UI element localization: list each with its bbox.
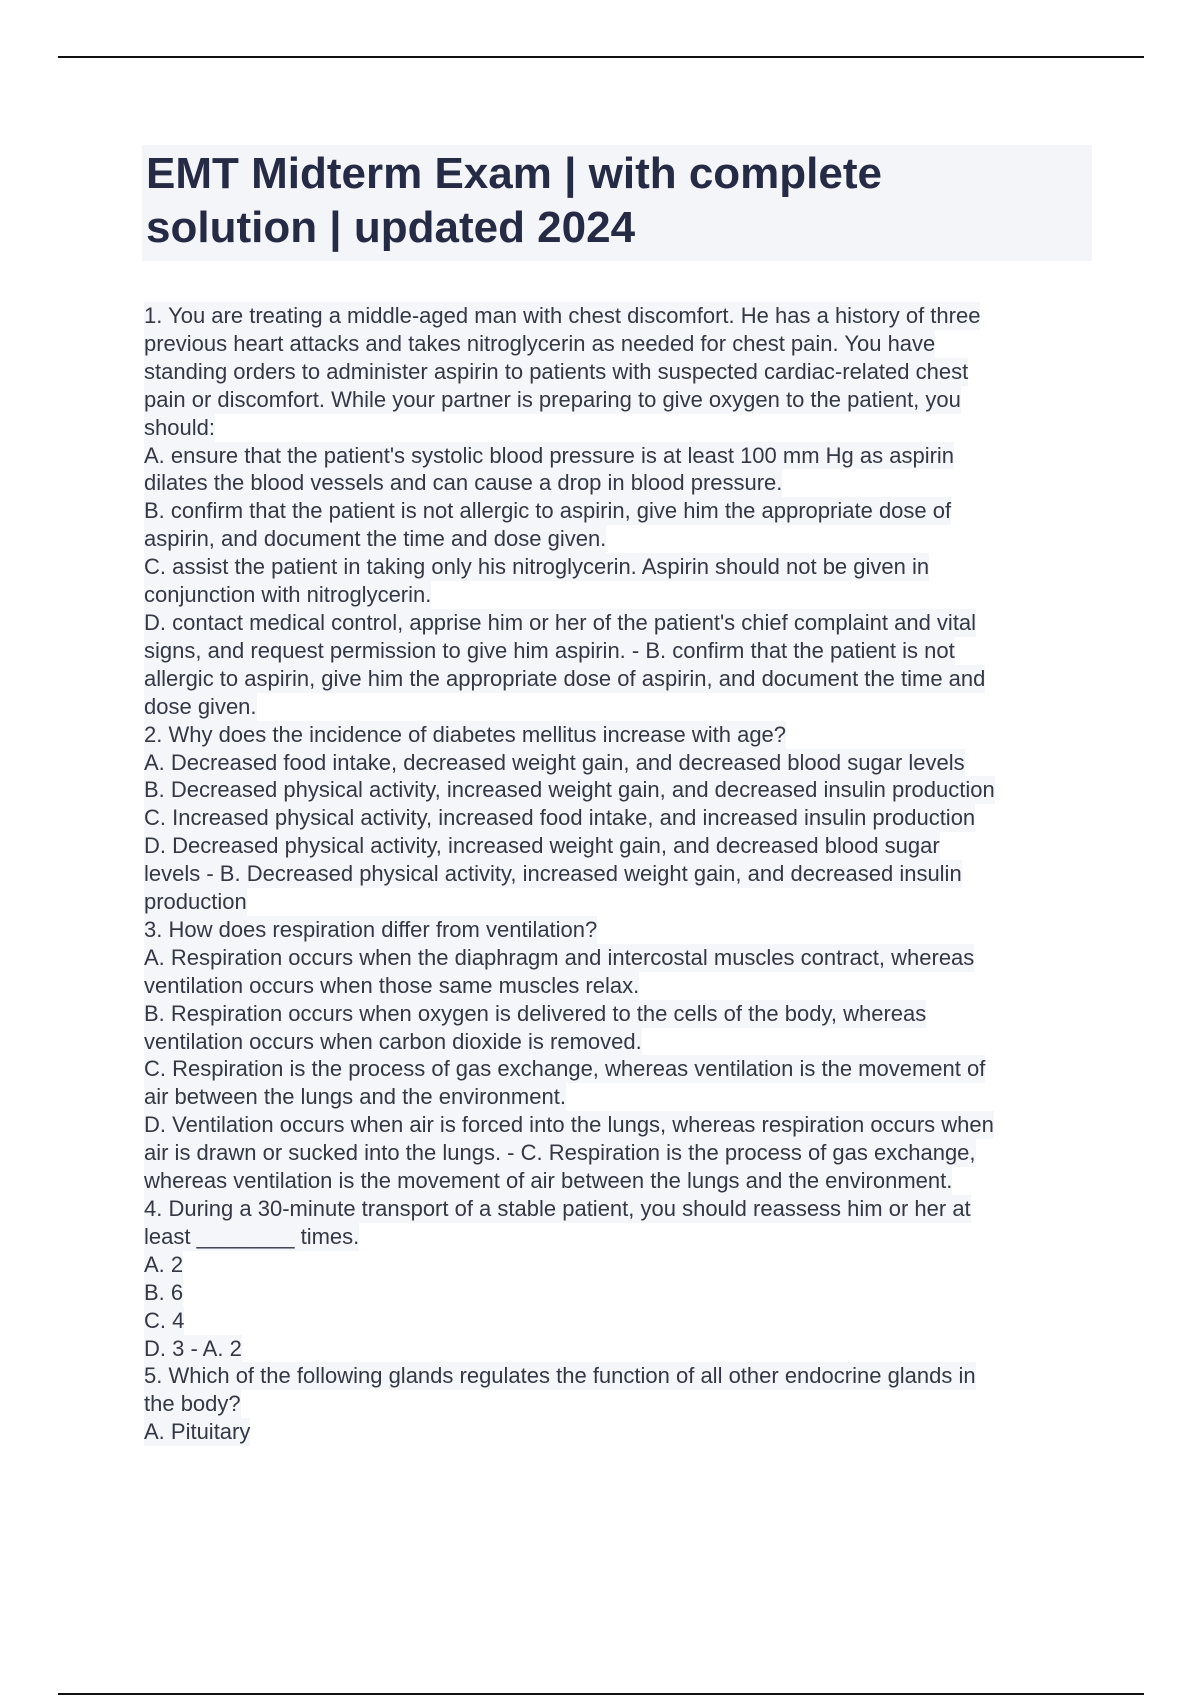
text-line: should: — [144, 414, 215, 440]
text-line: standing orders to administer aspirin to patients with suspected cardiac-related chest — [144, 358, 969, 384]
text-line: levels - B. Decreased physical activity, increased weight gain, and decreased insulin — [144, 861, 962, 887]
text-line: pain or discomfort. While your partner is preparing to give oxygen to the patient, you — [144, 386, 961, 412]
text-line: C. Increased physical activity, increased food intake, and increased insulin production — [144, 805, 976, 831]
text-line: least ________ times. — [144, 1223, 360, 1249]
text-line: A. Decreased food intake, decreased weight gain, and decreased blood sugar levels — [144, 749, 965, 775]
page-title — [146, 147, 1088, 255]
text-line: D. Ventilation occurs when air is forced into the lungs, whereas respiration occurs when — [144, 1112, 994, 1138]
text-line: 4. During a 30-minute transport of a stable patient, you should reassess him or her at — [144, 1196, 971, 1221]
title-line: solution | updated 2024 — [146, 203, 636, 252]
text-line: 3. How does respiration differ from ventilation? — [144, 916, 598, 942]
text-line: A. Pituitary — [144, 1419, 251, 1445]
text-line: ventilation occurs when those same muscles relax. — [144, 972, 640, 998]
text-line: ventilation occurs when carbon dioxide is removed. — [144, 1028, 642, 1054]
text-line: 5. Which of the following glands regulates the function of all other endocrine glands in — [144, 1363, 976, 1389]
text-line: D. 3 - A. 2 — [144, 1335, 242, 1361]
title-block — [142, 145, 1092, 261]
text-line: production — [144, 889, 247, 915]
text-line: whereas ventilation is the movement of air between the lungs and the environment. — [144, 1168, 953, 1194]
title-line: EMT Midterm Exam | with complete — [146, 149, 882, 198]
top-rule — [58, 56, 1144, 58]
text-line: B. confirm that the patient is not allergic to aspirin, give him the appropriate dose of — [144, 498, 952, 524]
text-line: D. contact medical control, apprise him or her of the patient's chief complaint and vital — [144, 609, 977, 635]
text-line: A. ensure that the patient's systolic blood pressure is at least 100 mm Hg as aspirin — [144, 442, 955, 468]
text-line: A. Respiration occurs when the diaphragm and intercostal muscles contract, whereas — [144, 944, 975, 970]
text-line: signs, and request permission to give him aspirin. - B. confirm that the patient is not — [144, 637, 955, 663]
text-line: conjunction with nitroglycerin. — [144, 582, 432, 608]
text-line: 2. Why does the incidence of diabetes mellitus increase with age? — [144, 721, 787, 747]
text-line: A. 2 — [144, 1251, 184, 1277]
text-line: dose given. — [144, 693, 257, 719]
text-line: C. 4 — [144, 1307, 185, 1333]
text-line: B. Decreased physical activity, increased weight gain, and decreased insulin production — [144, 777, 995, 803]
text-line: dilates the blood vessels and can cause a drop in blood pressure. — [144, 470, 783, 496]
text-line: B. Respiration occurs when oxygen is delivered to the cells of the body, whereas — [144, 1000, 927, 1026]
text-line: B. 6 — [144, 1279, 184, 1305]
question-body — [144, 302, 1092, 1446]
bottom-rule — [58, 1693, 1144, 1695]
text-line: air is drawn or sucked into the lungs. - C. Respiration is the process of gas exchange, — [144, 1140, 976, 1166]
text-line: 1. You are treating a middle-aged man with chest discomfort. He has a history of three — [144, 303, 981, 328]
text-line: D. Decreased physical activity, increased weight gain, and decreased blood sugar — [144, 833, 940, 859]
text-line: the body? — [144, 1391, 241, 1417]
text-line: previous heart attacks and takes nitroglycerin as needed for chest pain. You have — [144, 330, 936, 356]
text-line: C. assist the patient in taking only his nitroglycerin. Aspirin should not be given in — [144, 554, 930, 580]
text-line: aspirin, and document the time and dose given. — [144, 526, 607, 552]
text-line: C. Respiration is the process of gas exchange, whereas ventilation is the movement of — [144, 1056, 986, 1082]
text-line: air between the lungs and the environment. — [144, 1084, 566, 1110]
text-line: allergic to aspirin, give him the appropriate dose of aspirin, and document the time and — [144, 665, 986, 691]
